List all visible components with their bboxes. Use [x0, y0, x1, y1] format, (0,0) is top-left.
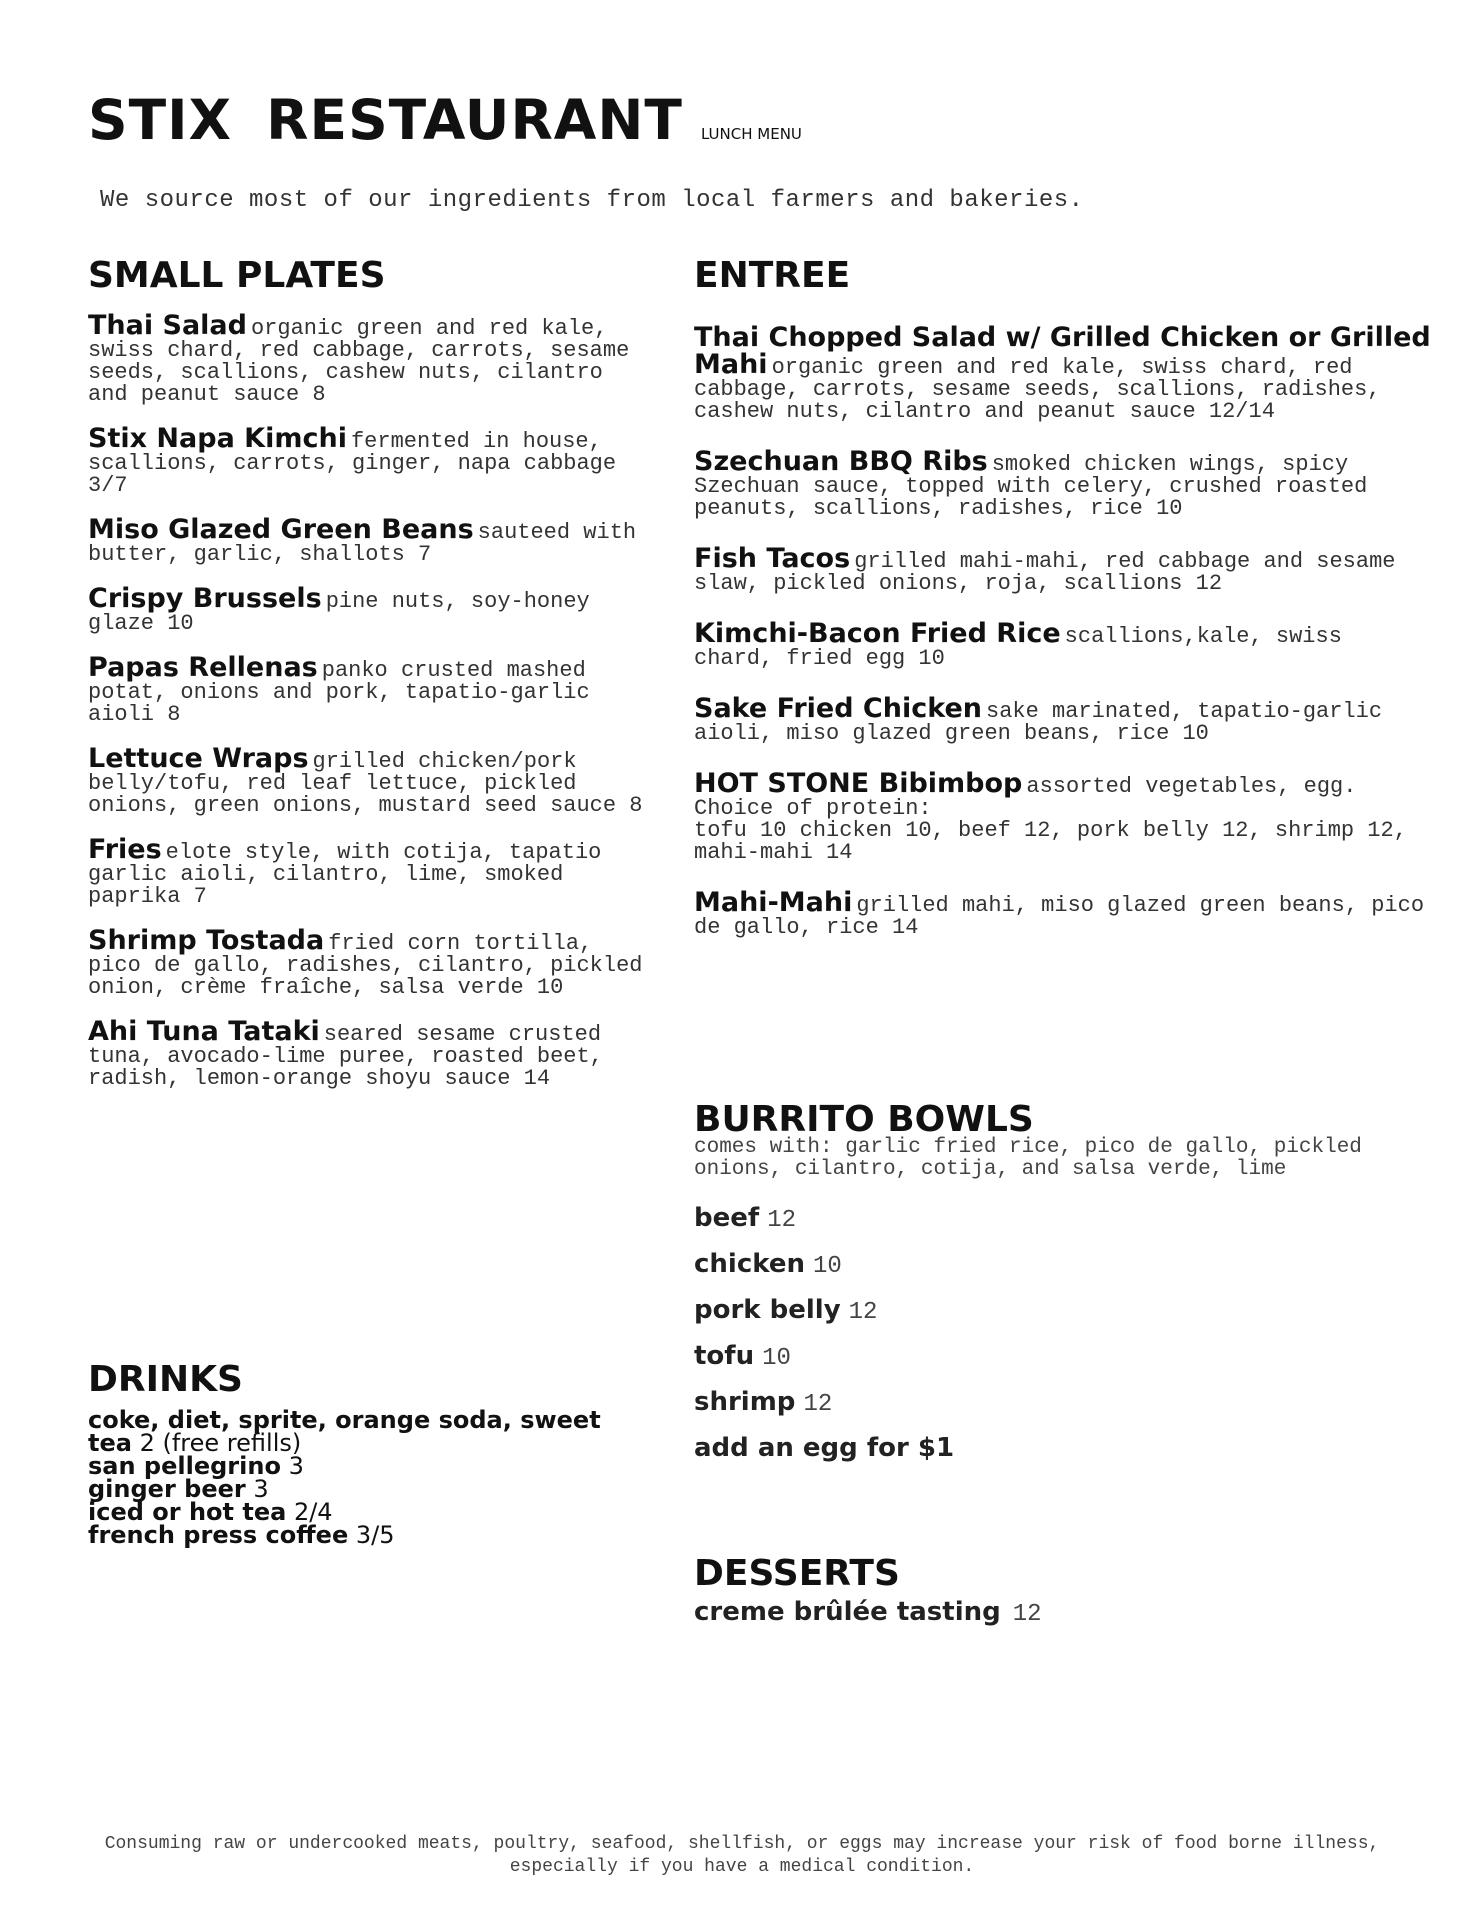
bowl-price: 10 [762, 1345, 791, 1372]
menu-item [88, 583, 648, 636]
menu-item-name: Papas Rellenas [88, 652, 318, 683]
menu-item [694, 446, 1434, 521]
entree-list [694, 322, 1434, 940]
menu-item-description: seared sesame crusted tuna, avocado-lime puree, roasted beet, radish, lemon-orange shoyu sauce 14 [88, 1022, 603, 1091]
drink-name: ginger beer [88, 1475, 246, 1503]
menu-item [88, 743, 648, 818]
burrito-bowls-list [694, 1197, 1434, 1427]
menu-item-name: Thai Chopped Salad w/ Grilled Chicken or Grilled Mahi [694, 322, 1431, 380]
right-column [694, 253, 1434, 965]
burrito-bowls-description: comes with: garlic fried rice, pico de gallo, pickled onions, cilantro, cotija, and salsa verde, lime [694, 1136, 1362, 1181]
burrito-bowl-item [694, 1197, 1434, 1243]
drinks-heading: DRINKS [88, 1359, 243, 1400]
menu-item [88, 514, 648, 567]
dessert-item [694, 1597, 1434, 1628]
menu-item-description: sake marinated, tapatio-garlic aioli, miso glazed green beans, rice 10 [694, 699, 1383, 746]
tagline: We source most of our ingredients from local farmers and bakeries. [100, 187, 1084, 213]
menu-item [694, 322, 1434, 424]
left-column [88, 253, 648, 1110]
dessert-name: creme brûlée tasting [694, 1597, 1001, 1627]
burrito-bowls-section [694, 1097, 1434, 1470]
drink-price: 2/4 [293, 1498, 333, 1526]
drinks-list [88, 1406, 648, 1549]
menu-item [694, 618, 1434, 671]
burrito-bowl-item [694, 1289, 1434, 1335]
menu-item-name: Mahi-Mahi [694, 887, 853, 918]
menu-item-name: Ahi Tuna Tataki [88, 1016, 320, 1047]
menu-item-name: Kimchi-Bacon Fried Rice [694, 618, 1061, 649]
drink-item [88, 1406, 648, 1457]
dessert-price: 12 [1012, 1601, 1042, 1628]
menu-item-description: grilled mahi-mahi, red cabbage and sesame slaw, pickled onions, roja, scallions 12 [694, 549, 1396, 596]
menu-item [88, 1016, 648, 1091]
menu-item [88, 652, 648, 727]
small-plates-list [88, 310, 648, 1091]
menu-item [88, 310, 648, 407]
menu-item [694, 887, 1434, 940]
menu-item-name: Sake Fried Chicken [694, 693, 982, 724]
desserts-heading: DESSERTS [694, 1553, 900, 1594]
drinks-section [88, 1357, 648, 1547]
food-safety-disclaimer: Consuming raw or undercooked meats, poultry, seafood, shellfish, or eggs may increase your risk of food borne illness, especially if you have a medical condition. [104, 1834, 1380, 1877]
menu-item-name: Crispy Brussels [88, 583, 322, 614]
bowl-protein: tofu [694, 1341, 755, 1371]
burrito-bowl-item [694, 1381, 1434, 1427]
drink-name: san pellegrino [88, 1452, 281, 1480]
drink-price: 3 [288, 1452, 304, 1480]
bowl-protein: beef [694, 1203, 760, 1233]
drink-price: 3 [253, 1475, 269, 1503]
menu-item-name: Stix Napa Kimchi [88, 423, 347, 454]
bowl-protein: pork belly [694, 1295, 841, 1325]
menu-item-name: Lettuce Wraps [88, 743, 309, 774]
burrito-bowl-item [694, 1243, 1434, 1289]
desserts-list [694, 1597, 1434, 1628]
menu-subtitle: LUNCH MENU [700, 125, 802, 143]
menu-item [88, 423, 648, 498]
menu-item-description: assorted vegetables, egg. Choice of protein: tofu 10 chicken 10, beef 12, pork belly 12, shrimp 12, mahi-mahi 14 [694, 774, 1407, 865]
desserts-section [694, 1551, 1434, 1628]
menu-item-name: Thai Salad [88, 310, 247, 341]
drink-price: 3/5 [355, 1521, 395, 1549]
bowl-price: 12 [848, 1299, 878, 1326]
menu-item-name: Shrimp Tostada [88, 925, 325, 956]
menu-item-name: Fish Tacos [694, 543, 851, 574]
entree-heading: ENTREE [694, 255, 851, 296]
menu-item-description: smoked chicken wings, spicy Szechuan sauce, topped with celery, crushed roasted peanuts, scallions, radishes, rice 10 [694, 452, 1368, 521]
drink-item [88, 1521, 648, 1549]
burrito-bowls-heading: BURRITO BOWLS [694, 1099, 1034, 1140]
menu-item-description: pine nuts, soy-honey glaze 10 [88, 589, 590, 636]
small-plates-heading: SMALL PLATES [88, 255, 386, 296]
bowl-protein: chicken [694, 1249, 805, 1279]
drink-name: coke, diet, sprite, orange soda, sweet tea [88, 1406, 601, 1457]
menu-item-description: grilled mahi, miso glazed green beans, pico de gallo, rice 14 [694, 893, 1425, 940]
menu-item [694, 543, 1434, 596]
bowl-price: 12 [767, 1207, 797, 1234]
menu-item-description: organic green and red kale, swiss chard, red cabbage, carrots, sesame seeds, scallions, radishes, cashew nuts, cilantro and peanut sauce 12/14 [694, 355, 1381, 424]
menu-item-description: fermented in house, scallions, carrots, ginger, napa cabbage 3/7 [88, 429, 617, 498]
menu-item [694, 768, 1434, 865]
drink-price: 2 (free refills) [139, 1429, 302, 1457]
bowl-price: 12 [803, 1391, 833, 1418]
menu-item-description: panko crusted mashed potat, onions and pork, tapatio-garlic aioli 8 [88, 658, 590, 727]
menu-item-name: Szechuan BBQ Ribs [694, 446, 988, 477]
menu-item-description: grilled chicken/pork belly/tofu, red leaf lettuce, pickled onions, green onions, mustard seed sauce 8 [88, 749, 643, 818]
menu-item-name: Miso Glazed Green Beans [88, 514, 474, 545]
menu-item [88, 925, 648, 1000]
menu-item-description: elote style, with cotija, tapatio garlic aioli, cilantro, lime, smoked paprika 7 [88, 840, 602, 909]
menu-item-name: HOT STONE Bibimbop [694, 768, 1023, 799]
menu-item-description: fried corn tortilla, pico de gallo, radishes, cilantro, pickled onion, crème fraîche, salsa verde 10 [88, 931, 643, 1000]
menu-item-description: sauteed with butter, garlic, shallots 7 [88, 520, 637, 567]
burrito-bowl-item [694, 1335, 1434, 1381]
drink-name: iced or hot tea [88, 1498, 287, 1526]
menu-item-description: organic green and red kale, swiss chard, red cabbage, carrots, sesame seeds, scallions, cashew nuts, cilantro and peanut sauce 8 [88, 316, 630, 407]
menu-item [694, 693, 1434, 746]
egg-addon: add an egg for $1 [694, 1433, 955, 1463]
menu-item [88, 834, 648, 909]
bowl-price: 10 [812, 1253, 842, 1280]
menu-item-name: Fries [88, 834, 162, 865]
bowl-protein: shrimp [694, 1387, 796, 1417]
menu-header [88, 88, 1408, 152]
restaurant-title: STIX RESTAURANT [88, 88, 683, 152]
menu-item-description: scallions,kale, swiss chard, fried egg 10 [694, 624, 1342, 671]
drink-name: french press coffee [88, 1521, 349, 1549]
